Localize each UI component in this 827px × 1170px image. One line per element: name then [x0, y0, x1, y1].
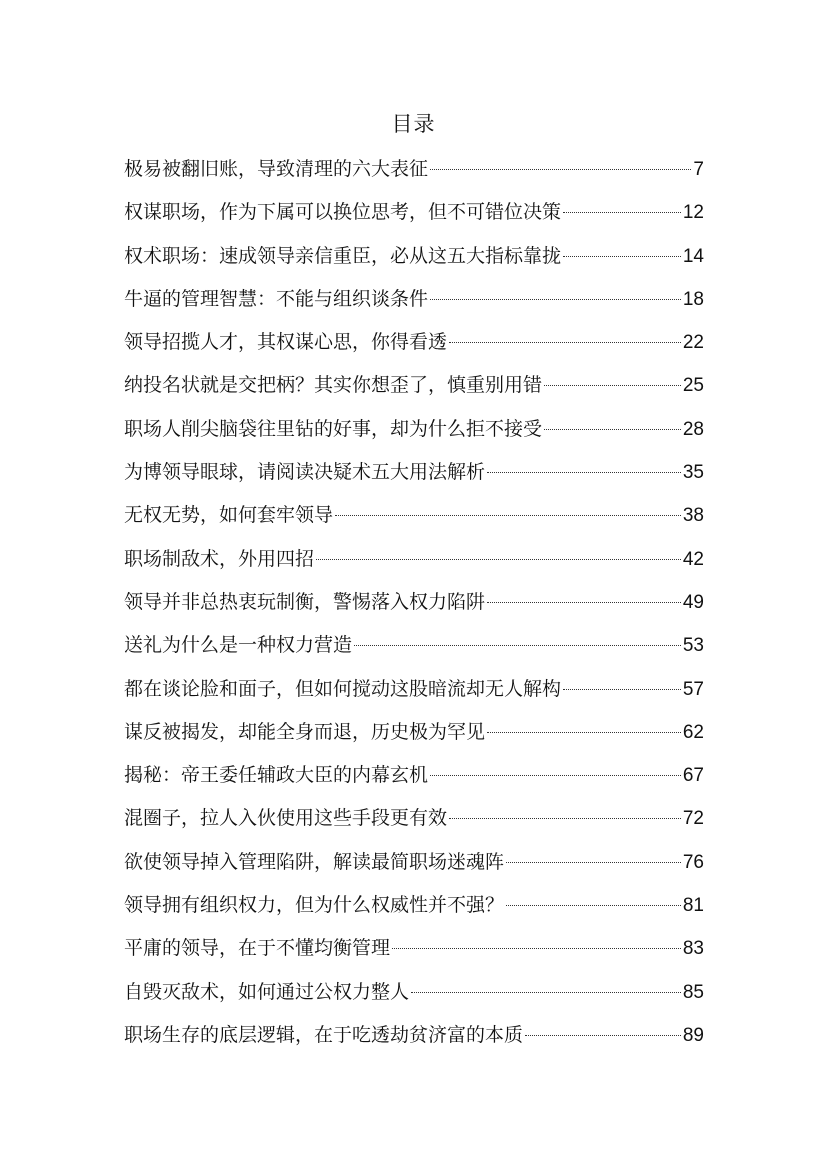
toc-entry-title: 无权无势，如何套牢领导 — [124, 504, 334, 527]
toc-page-number: 53 — [682, 635, 704, 657]
toc-page-number: 42 — [682, 548, 704, 570]
toc-leader-dots — [487, 602, 681, 603]
toc-entry-title: 职场生存的底层逻辑，在于吃透劫贫济富的本质 — [124, 1023, 524, 1046]
toc-entry[interactable] — [124, 538, 704, 581]
toc-entry-title: 送礼为什么是一种权力营造 — [124, 634, 353, 657]
toc-entry[interactable] — [124, 711, 704, 754]
toc-page-number: 85 — [682, 981, 704, 1003]
toc-entry[interactable] — [124, 494, 704, 537]
toc-entry-title: 职场人削尖脑袋往里钻的好事，却为什么拒不接受 — [124, 417, 543, 440]
toc-entry[interactable] — [124, 668, 704, 711]
toc-leader-dots — [544, 429, 681, 430]
toc-page-number: 67 — [682, 765, 704, 787]
toc-list — [124, 148, 704, 1057]
toc-leader-dots — [487, 732, 681, 733]
toc-page-number: 12 — [682, 202, 704, 224]
toc-leader-dots — [430, 169, 691, 170]
toc-leader-dots — [430, 775, 681, 776]
toc-entry[interactable] — [124, 841, 704, 884]
toc-entry-title: 揭秘：帝王委任辅政大臣的内幕玄机 — [124, 764, 429, 787]
toc-entry[interactable] — [124, 235, 704, 278]
toc-leader-dots — [449, 342, 681, 343]
toc-leader-dots — [544, 385, 681, 386]
toc-page-number: 76 — [682, 851, 704, 873]
toc-entry-title: 欲使领导掉入管理陷阱，解读最简职场迷魂阵 — [124, 850, 505, 873]
toc-page-number: 28 — [682, 418, 704, 440]
toc-entry-title: 为博领导眼球，请阅读决疑术五大用法解析 — [124, 461, 486, 484]
toc-page-number: 89 — [682, 1024, 704, 1046]
toc-entry[interactable] — [124, 408, 704, 451]
toc-entry-title: 职场制敌术，外用四招 — [124, 547, 315, 570]
toc-page-number: 62 — [682, 721, 704, 743]
toc-entry[interactable] — [124, 278, 704, 321]
toc-leader-dots — [354, 645, 681, 646]
toc-leader-dots — [506, 905, 681, 906]
toc-leader-dots — [525, 1035, 681, 1036]
toc-leader-dots — [316, 559, 681, 560]
toc-entry[interactable] — [124, 927, 704, 970]
toc-entry-title: 领导并非总热衷玩制衡，警惕落入权力陷阱 — [124, 590, 486, 613]
toc-entry[interactable] — [124, 581, 704, 624]
toc-entry-title: 牛逼的管理智慧：不能与组织谈条件 — [124, 287, 429, 310]
toc-entry-title: 权谋职场，作为下属可以换位思考，但不可错位决策 — [124, 201, 562, 224]
toc-entry[interactable] — [124, 364, 704, 407]
toc-page-number: 57 — [682, 678, 704, 700]
toc-leader-dots — [449, 818, 681, 819]
toc-entry[interactable] — [124, 884, 704, 927]
toc-leader-dots — [392, 948, 681, 949]
toc-entry-title: 极易被翻旧账，导致清理的六大表征 — [124, 158, 429, 180]
toc-leader-dots — [563, 212, 681, 213]
toc-leader-dots — [430, 299, 681, 300]
toc-leader-dots — [335, 515, 681, 516]
toc-title: 目录 — [391, 112, 436, 136]
toc-page-number: 38 — [682, 505, 704, 527]
toc-entry-title: 平庸的领导，在于不懂均衡管理 — [124, 937, 391, 960]
toc-entry-title: 自毁灭敌术，如何通过公权力整人 — [124, 980, 410, 1003]
toc-page-number: 81 — [682, 895, 704, 917]
toc-leader-dots — [506, 862, 681, 863]
toc-entry-title: 权术职场：速成领导亲信重臣，必从这五大指标靠拢 — [124, 244, 562, 267]
toc-entry-title: 混圈子，拉人入伙使用这些手段更有效 — [124, 807, 448, 830]
toc-entry[interactable] — [124, 451, 704, 494]
toc-entry-title: 领导拥有组织权力，但为什么权威性并不强？ — [124, 894, 505, 917]
toc-leader-dots — [563, 689, 681, 690]
toc-entry[interactable] — [124, 754, 704, 797]
toc-page-number: 83 — [682, 938, 704, 960]
toc-entry-title: 都在谈论脸和面子，但如何搅动这股暗流却无人解构 — [124, 677, 562, 700]
toc-page-number: 22 — [682, 332, 704, 354]
toc-page-number: 72 — [682, 808, 704, 830]
toc-leader-dots — [563, 256, 681, 257]
toc-entry-title: 谋反被揭发，却能全身而退，历史极为罕见 — [124, 720, 486, 743]
toc-page-number: 18 — [682, 288, 704, 310]
toc-leader-dots — [411, 992, 681, 993]
toc-page-number: 14 — [682, 245, 704, 267]
toc-leader-dots — [487, 472, 681, 473]
toc-page-number: 35 — [682, 462, 704, 484]
toc-entry-title: 纳投名状就是交把柄？其实你想歪了，慎重别用错 — [124, 374, 543, 397]
toc-entry[interactable] — [124, 624, 704, 667]
toc-entry[interactable] — [124, 148, 704, 191]
toc-entry[interactable] — [124, 797, 704, 840]
toc-page-number: 25 — [682, 375, 704, 397]
toc-page-number: 49 — [682, 591, 704, 613]
toc-entry[interactable] — [124, 971, 704, 1014]
toc-page-number: 7 — [693, 159, 704, 180]
toc-entry-title: 领导招揽人才，其权谋心思，你得看透 — [124, 331, 448, 354]
toc-entry[interactable] — [124, 191, 704, 234]
toc-entry[interactable] — [124, 1014, 704, 1057]
toc-entry[interactable] — [124, 321, 704, 364]
